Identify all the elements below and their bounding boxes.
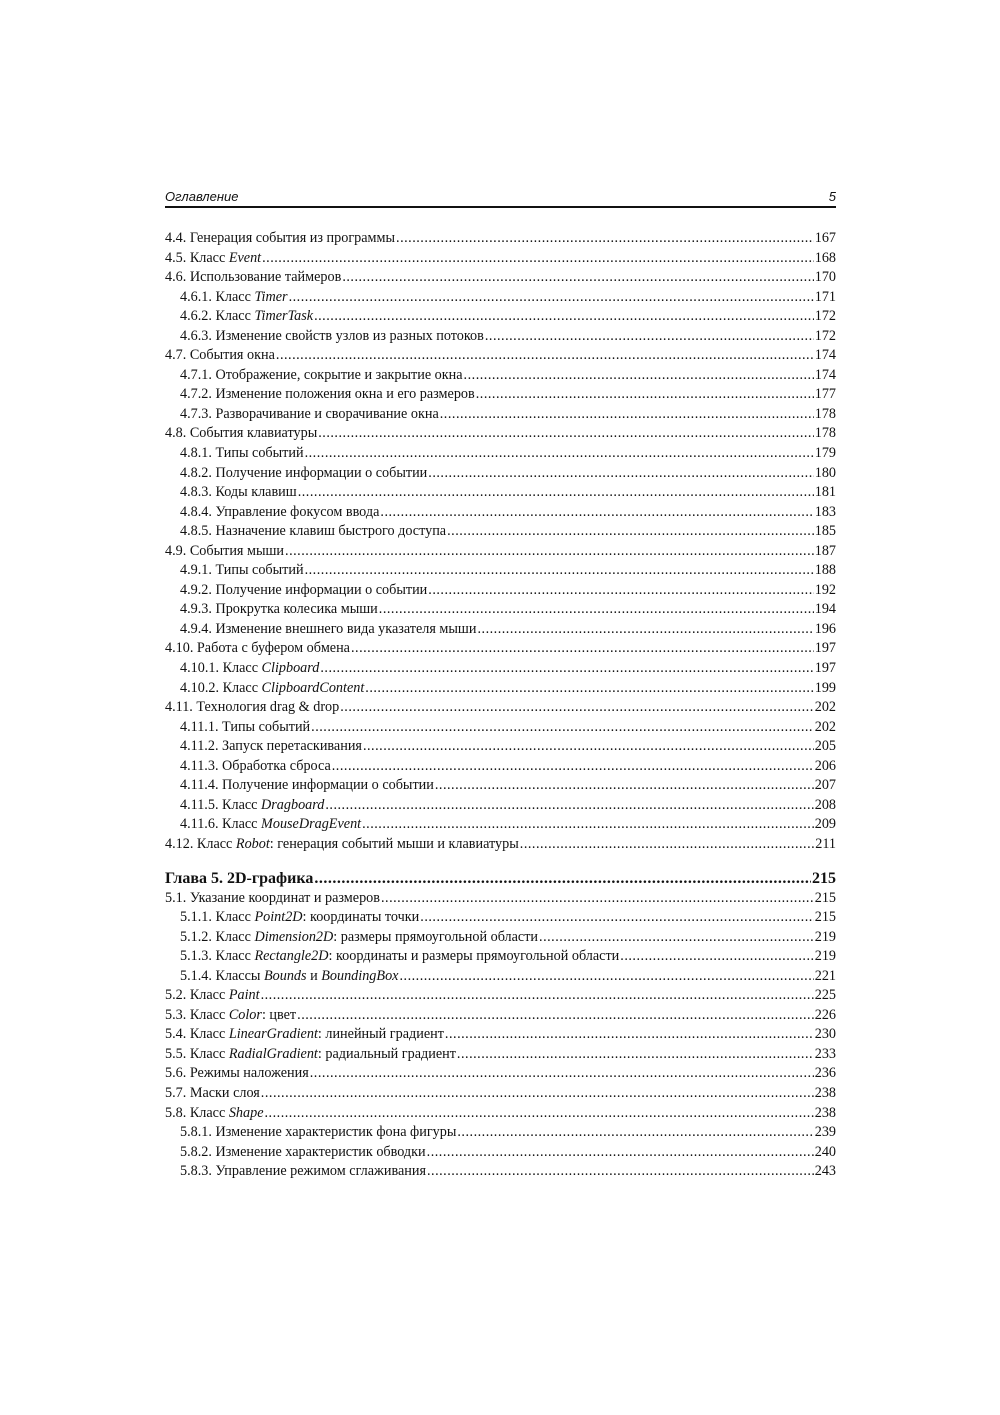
dot-leader [310,1064,814,1084]
toc-entry-title: 4.7.2. Изменение положения окна и его размеров [180,386,475,403]
class-name: ClipboardContent [261,679,365,696]
toc-entry[interactable] [165,1006,836,1026]
toc-page-number: 219 [814,928,836,945]
toc-page-number: 179 [814,445,836,462]
toc-entry-number: 4.11.1. [180,718,223,735]
toc-entry-number: 4.11.6. [180,816,223,833]
toc-entry-title: 4.8.4. Управление фокусом ввода [180,503,380,520]
toc-entry-title: 5.3. Класс Color: цвет [165,1006,297,1023]
toc-entry[interactable] [165,908,836,928]
toc-page-number: 174 [814,366,836,383]
toc-entry-title: 4.11.6. Класс MouseDragEvent [180,816,362,833]
dot-leader [379,600,814,620]
dot-leader [464,366,814,386]
toc-entry-title: Глава 5. 2D-графика [165,869,314,887]
toc-page-number: 171 [814,288,836,305]
dot-leader [485,327,814,347]
toc-page-number: 236 [814,1065,836,1082]
class-name: Rectangle2D [254,948,329,965]
toc-page-number: 215 [812,869,836,887]
toc-entry-number: 4.7.3. [180,405,216,422]
toc-entry[interactable] [165,1084,836,1104]
toc-entry-number: 4.11.2. [180,738,223,755]
dot-leader [365,679,813,699]
toc-page-number: 178 [814,405,836,422]
toc-entry-number: 4.11. [165,699,197,716]
toc-entry-title: 5.1.2. Класс Dimension2D: размеры прямоугольной области [180,928,539,945]
toc-entry-title: 4.6.1. Класс Timer [180,288,288,305]
toc-entry[interactable] [165,522,836,542]
toc-entry[interactable] [165,561,836,581]
toc-entry-title: 5.1. Указание координат и размеров [165,889,380,906]
toc-entry-title: 4.8. События клавиатуры [165,425,318,442]
toc-entry-title: 4.7. События окна [165,347,275,364]
toc-entry[interactable] [165,947,836,967]
toc-page-number: 230 [814,1026,836,1043]
toc-entry-number: 4.9.3. [180,601,216,618]
toc-page-number: 240 [814,1143,836,1160]
toc-entry[interactable] [165,288,836,308]
dot-leader [445,1025,814,1045]
toc-page-number: 194 [814,601,836,618]
toc-page-number: 238 [814,1084,836,1101]
toc-entry[interactable] [165,835,836,855]
class-name: LinearGradient [228,1026,318,1043]
toc-entry[interactable] [165,815,836,835]
class-name: Dimension2D [254,928,334,945]
toc-entry-title: 5.8.1. Изменение характеристик фона фигуры [180,1124,457,1141]
toc-page-number: 233 [814,1045,836,1062]
dot-leader [320,659,813,679]
toc-page-number: 178 [814,425,836,442]
toc-entry-title: 4.9. События мыши [165,542,285,559]
toc-entry-title: 4.9.3. Прокрутка колесика мыши [180,601,378,618]
dot-leader [620,947,813,967]
class-name: Robot [235,835,270,852]
toc-entry[interactable] [165,1162,836,1182]
dot-leader [261,986,814,1006]
toc-page-number: 167 [814,230,836,246]
toc-entry-title: 5.2. Класс Paint [165,987,260,1004]
toc-entry-number: 4.6.1. [180,288,216,305]
toc-page-number: 177 [814,386,836,403]
toc-page-number: 215 [814,909,836,926]
toc-entry-number: 5.1.1. [180,909,216,926]
class-name: TimerTask [254,308,314,325]
dot-leader [325,796,813,816]
toc-entry-number: 5.6. [165,1065,190,1082]
toc-page-number: 168 [814,249,836,266]
toc-entry-number: 5.1.2. [180,928,216,945]
toc-entry-title: 5.8.2. Изменение характеристик обводки [180,1143,426,1160]
toc-page-number: 174 [814,347,836,364]
toc-entry-number: 4.8.3. [180,484,216,501]
toc-page-number: 206 [814,757,836,774]
dot-leader [440,405,814,425]
toc-entry[interactable] [165,600,836,620]
class-name: Paint [228,987,260,1004]
toc-entry-number: 4.9. [165,542,190,559]
toc-entry-number: 5.5. [165,1045,190,1062]
header-rule [165,206,836,208]
toc-entry[interactable] [165,346,836,366]
toc-entry[interactable] [165,424,836,444]
toc-entry-title: 4.11. Технология drag & drop [165,699,340,716]
toc-page-number: 239 [814,1124,836,1141]
toc-entry-number: 5.1.3. [180,948,216,965]
dot-leader [276,346,814,366]
toc-page-number: 187 [814,542,836,559]
toc-page-number: 185 [814,523,836,540]
dot-leader [476,385,814,405]
toc-entry-title: 4.11.2. Запуск перетаскивания [180,738,362,755]
dot-leader [420,908,813,928]
class-name: RadialGradient [228,1045,318,1062]
toc-entry[interactable] [165,928,836,948]
toc-entry[interactable] [165,542,836,562]
toc-entry-title: 5.1.4. Классы Bounds и BoundingBox [180,967,399,984]
toc-entry[interactable] [165,679,836,699]
toc-entry[interactable] [165,503,836,523]
class-name: MouseDragEvent [261,816,362,833]
toc-entry-number: 4.8.5. [180,523,216,540]
toc-page-number: 172 [814,308,836,325]
class-name: Shape [228,1104,264,1121]
dot-leader [428,581,813,601]
toc-page-number: 243 [814,1163,836,1180]
class-name: BoundingBox [321,967,399,984]
toc-entry-title: 4.10.2. Класс ClipboardContent [180,679,365,696]
dot-leader [342,268,813,288]
toc-page-number: 238 [814,1104,836,1121]
toc-page-number: 209 [814,816,836,833]
toc-page-number: 208 [814,796,836,813]
dot-leader [314,868,811,889]
dot-leader [457,1045,814,1065]
toc-entry-title: 4.9.4. Изменение внешнего вида указателя мыши [180,620,477,637]
class-name: Dragboard [261,796,325,813]
toc-entry-title: 4.11.1. Типы событий [180,718,311,735]
toc-entry-title: 5.6. Режимы наложения [165,1065,309,1082]
toc-entry-title: 4.9.1. Типы событий [180,562,304,579]
toc-entry[interactable] [165,229,836,249]
toc-entry[interactable] [165,366,836,386]
table-of-contents [165,229,836,1182]
dot-leader [305,561,814,581]
toc-entry[interactable] [165,1064,836,1084]
toc-page-number: 172 [814,327,836,344]
class-name: Bounds [263,967,307,984]
dot-leader [262,249,814,269]
toc-entry-title: 4.6.3. Изменение свойств узлов из разных потоков [180,327,484,344]
toc-entry[interactable] [165,639,836,659]
toc-entry-title: 5.5. Класс RadialGradient: радиальный градиент [165,1045,456,1062]
toc-entry[interactable] [165,268,836,288]
toc-entry-number: 4.5. [165,249,190,266]
toc-page-number: 207 [814,777,836,794]
dot-leader [318,424,813,444]
toc-page-number: 215 [814,889,836,906]
toc-entry-title: 5.7. Маски слоя [165,1084,260,1101]
toc-entry[interactable] [165,1025,836,1045]
toc-entry[interactable] [165,796,836,816]
toc-entry-title: 5.4. Класс LinearGradient: линейный градиент [165,1026,444,1043]
toc-page-number: 211 [815,835,836,852]
toc-entry-title: 4.8.5. Назначение клавиш быстрого доступа [180,523,447,540]
toc-entry[interactable] [165,1104,836,1124]
toc-entry[interactable] [165,307,836,327]
dot-leader [363,737,814,757]
toc-entry-title: 4.12. Класс Robot: генерация событий мыши и клавиатуры [165,835,519,852]
dot-leader [351,639,814,659]
toc-entry-number: 4.8.2. [180,464,216,481]
toc-entry-title: 4.11.3. Обработка сброса [180,757,331,774]
toc-entry[interactable] [165,967,836,987]
toc-entry[interactable] [165,986,836,1006]
dot-leader [311,718,814,738]
toc-entry-number: 5.2. [165,987,190,1004]
toc-entry[interactable] [165,889,836,909]
toc-entry[interactable] [165,405,836,425]
toc-entry-number: 4.7. [165,347,190,364]
toc-page-number: 219 [814,948,836,965]
toc-page-number: 225 [814,987,836,1004]
toc-entry-number: 4.9.4. [180,620,216,637]
toc-entry-number: 5.8.2. [180,1143,216,1160]
toc-page-number: 205 [814,738,836,755]
toc-entry-title: 4.10.1. Класс Clipboard [180,660,320,677]
toc-entry-title: 5.8.3. Управление режимом сглаживания [180,1163,426,1180]
class-name: Color [228,1006,262,1023]
toc-entry-number: 5.8. [165,1104,190,1121]
toc-entry[interactable] [165,1143,836,1163]
dot-leader [435,776,814,796]
toc-page-number: 197 [814,640,836,657]
toc-entry-number: 4.7.1. [180,366,216,383]
toc-entry-number: 5.1.4. [180,967,216,984]
toc-page-number: 170 [814,269,836,286]
toc-entry[interactable] [165,737,836,757]
toc-entry[interactable] [165,483,836,503]
toc-chapter-heading[interactable] [165,868,836,889]
toc-entry-number: 4.12. [165,835,197,852]
toc-entry-number: 5.8.3. [180,1163,216,1180]
toc-entry-number: 5.4. [165,1026,190,1043]
toc-entry-number: 5.3. [165,1006,190,1023]
dot-leader [285,542,814,562]
toc-entry-number: 4.4. [165,230,190,246]
dot-leader [520,835,814,855]
toc-entry-number: 4.9.1. [180,562,216,579]
toc-entry[interactable] [165,464,836,484]
toc-entry-number: 4.11.5. [180,796,223,813]
running-header-title: Оглавление [165,189,239,204]
toc-entry-title: 4.7.1. Отображение, сокрытие и закрытие окна [180,366,463,383]
toc-entry-title: 5.1.1. Класс Point2D: координаты точки [180,909,420,926]
class-name: Event [228,249,262,266]
dot-leader [427,1162,814,1182]
toc-entry[interactable] [165,620,836,640]
toc-entry[interactable] [165,757,836,777]
toc-entry-title: 4.10. Работа с буфером обмена [165,640,350,657]
dot-leader [289,288,814,308]
toc-entry-number: 4.7.2. [180,386,216,403]
toc-entry-number: 5.7. [165,1084,190,1101]
toc-entry-title: 5.8. Класс Shape [165,1104,264,1121]
dot-leader [428,464,813,484]
class-name: Timer [254,288,288,305]
toc-entry-number: 4.6. [165,269,190,286]
toc-entry-title: 4.8.1. Типы событий [180,445,304,462]
dot-leader [261,1084,814,1104]
toc-page-number: 221 [814,967,836,984]
toc-entry-title: 4.6.2. Класс TimerTask [180,308,314,325]
toc-entry-number: 4.6.2. [180,308,216,325]
running-header [165,186,836,206]
toc-entry[interactable] [165,249,836,269]
page-number: 5 [828,189,836,204]
toc-page-number: 180 [814,464,836,481]
toc-page-number: 196 [814,620,836,637]
toc-entry-title: 4.8.2. Получение информации о событии [180,464,428,481]
toc-entry-title: 4.11.4. Получение информации о событии [180,777,434,794]
toc-entry[interactable] [165,444,836,464]
dot-leader [399,967,813,987]
toc-page-number: 181 [814,484,836,501]
toc-entry-title: 4.8.3. Коды клавиш [180,484,297,501]
toc-entry[interactable] [165,698,836,718]
dot-leader [265,1104,814,1124]
toc-entry[interactable] [165,327,836,347]
toc-page-number: 197 [814,660,836,677]
toc-entry-title: 4.5. Класс Event [165,249,262,266]
toc-page-number: 202 [814,699,836,716]
toc-entry-number: 4.10.2. [180,679,223,696]
dot-leader [396,229,814,249]
toc-entry-number: 4.8.1. [180,445,216,462]
toc-page-number: 188 [814,562,836,579]
dot-leader [362,815,814,835]
toc-page-number: 202 [814,718,836,735]
toc-entry[interactable] [165,1123,836,1143]
toc-entry-number: 4.8. [165,425,190,442]
dot-leader [314,307,814,327]
toc-page-number: 199 [814,679,836,696]
toc-page-number: 226 [814,1006,836,1023]
toc-entry-number: Глава 5. [165,869,227,887]
toc-entry[interactable] [165,659,836,679]
toc-entry[interactable] [165,1045,836,1065]
toc-entry-title: 4.11.5. Класс Dragboard [180,796,325,813]
dot-leader [427,1143,814,1163]
toc-entry[interactable] [165,776,836,796]
dot-leader [477,620,813,640]
toc-entry-number: 4.6.3. [180,327,216,344]
toc-entry-number: 5.8.1. [180,1124,216,1141]
toc-entry[interactable] [165,718,836,738]
class-name: Point2D [254,909,303,926]
toc-entry-title: 5.1.3. Класс Rectangle2D: координаты и размеры прямоугольной области [180,948,620,965]
toc-page-number: 183 [814,503,836,520]
dot-leader [332,757,814,777]
toc-entry-title: 4.6. Использование таймеров [165,269,342,286]
dot-leader [457,1123,813,1143]
toc-entry-number: 4.9.2. [180,581,216,598]
dot-leader [297,1006,814,1026]
toc-page-number: 192 [814,581,836,598]
toc-entry-number: 4.11.4. [180,777,223,794]
toc-entry-title: 4.9.2. Получение информации о событии [180,581,428,598]
dot-leader [447,522,814,542]
dot-leader [380,503,813,523]
toc-entry-number: 4.10.1. [180,660,223,677]
toc-entry-number: 4.11.3. [180,757,223,774]
toc-entry-title: 4.7.3. Разворачивание и сворачивание окна [180,405,439,422]
class-name: Clipboard [261,660,320,677]
toc-entry-number: 4.10. [165,640,197,657]
toc-entry[interactable] [165,385,836,405]
dot-leader [539,928,814,948]
dot-leader [298,483,814,503]
toc-entry-number: 4.8.4. [180,503,216,520]
toc-entry-number: 5.1. [165,889,190,906]
dot-leader [340,698,813,718]
toc-entry[interactable] [165,581,836,601]
dot-leader [381,889,814,909]
dot-leader [305,444,814,464]
toc-entry-title: 4.4. Генерация события из программы [165,230,396,246]
